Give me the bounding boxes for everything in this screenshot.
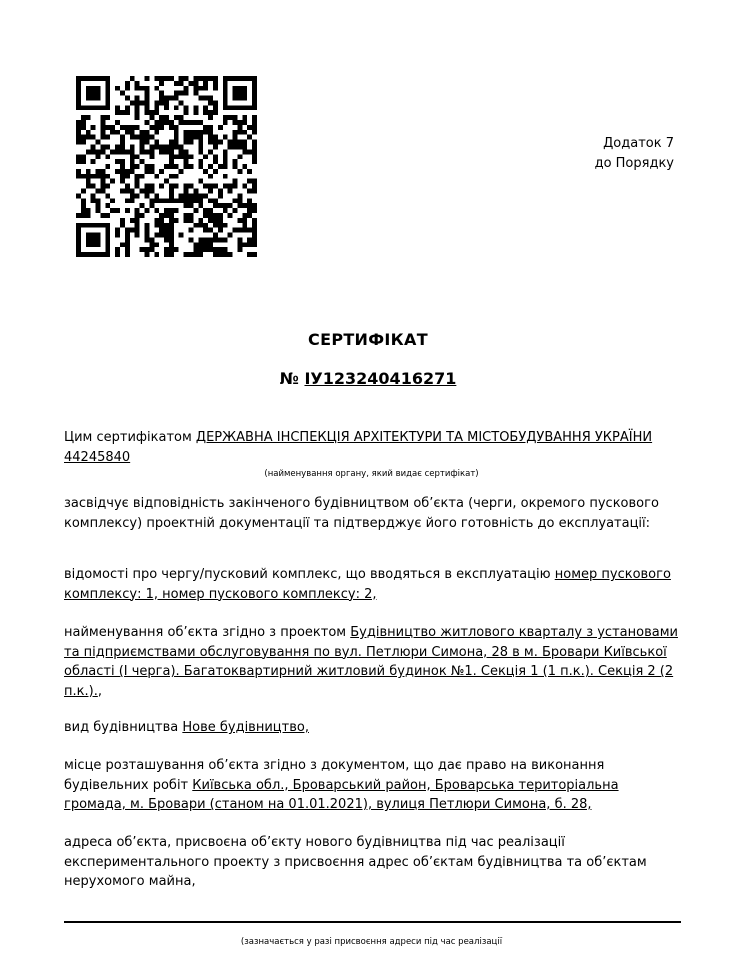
number-value: ІУ123240416271	[304, 369, 457, 388]
construction-type-label: вид будівництва	[64, 720, 179, 735]
address-label: адреса об’єкта, присвоєна об’єкту нового будівництва під час реалізації експериментального проекту з присвоєння адрес об’єктам будівництва та об’єктам нерухомого майна,	[64, 835, 647, 889]
footer-note: (зазначається у разі присвоєння адреси під час реалізації	[240, 937, 503, 947]
confirms-text: засвідчує відповідність закінченого будівництвом об’єкта (черги, окремого пускового комплексу) проектній документації та підтверджує його готовність до експлуатації:	[64, 496, 659, 531]
object-name-suffix: ,	[97, 683, 102, 699]
appendix-line-2: до Порядку	[594, 156, 674, 171]
object-name-block	[64, 623, 679, 701]
construction-type-block	[64, 718, 679, 738]
location-value: Київська обл., Броварський район, Броварська територіальна громада, м. Бровари (станом на 01.01.2021), вулиця Петлюри Симона, б. 28,	[64, 777, 619, 812]
issuer-note: (найменування органу, який видає сертифікат)	[264, 469, 479, 479]
queue-block	[64, 565, 679, 604]
construction-type-value: Нове будівництво,	[182, 720, 309, 735]
issuer-code: 44245840	[64, 449, 131, 465]
qr-code-image	[76, 76, 257, 257]
appendix-line-1: Додаток 7	[603, 136, 674, 151]
appendix-reference	[595, 134, 674, 174]
number-prefix: №	[279, 369, 299, 388]
certificate-title: СЕРТИФІКАТ	[308, 330, 428, 349]
certificate-number	[0, 369, 736, 388]
object-name-label: найменування об’єкта згідно з проектом	[64, 625, 347, 640]
location-block	[64, 756, 679, 815]
issuer-block	[64, 428, 679, 467]
queue-value: номер пускового комплексу: 1, номер пускового комплексу: 2,	[64, 567, 671, 602]
issuer-prefix: Цим сертифікатом	[64, 430, 192, 445]
object-name-value: Будівництво житлового кварталу з установами та підприємствами обслуговування по вул. Петлюри Симона, 28 в м. Бровари Київської області (І черга). Багатоквартирний житловий будинок №1. Секція 1 (1 п.к.). Секція 2 (2 п.к.).	[64, 625, 678, 699]
issuer-name: ДЕРЖАВНА ІНСПЕКЦІЯ АРХІТЕКТУРИ ТА МІСТОБУДУВАННЯ УКРАЇНИ	[195, 430, 653, 445]
qr-code	[76, 76, 257, 257]
location-label: місце розташування об’єкта згідно з документом, що дає право на виконання будівельних робіт	[64, 758, 605, 793]
queue-label: відомості про чергу/пусковий комплекс, що вводяться в експлуатацію	[64, 567, 551, 582]
address-value-line	[64, 921, 681, 923]
